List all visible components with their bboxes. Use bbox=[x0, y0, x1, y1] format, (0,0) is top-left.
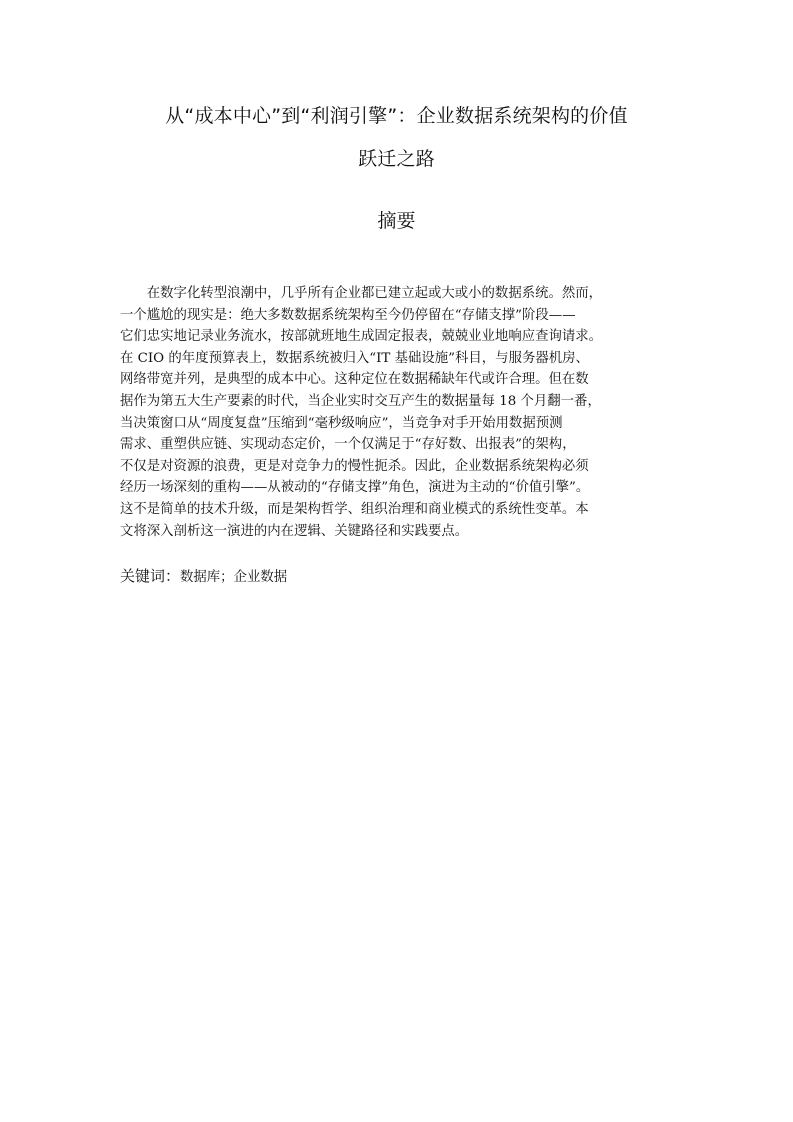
abstract-line: 不仅是对资源的浪费，更是对竞争力的慢性扼杀。因此，企业数据系统架构必须 bbox=[120, 458, 589, 474]
abstract-line: 当决策窗口从“周度复盘”压缩到“毫秒级响应”，当竞争对手开始用数据预测 bbox=[120, 415, 563, 431]
keywords-value: 数据库；企业数据 bbox=[180, 570, 288, 585]
keywords-label: 关键词： bbox=[120, 567, 181, 585]
abstract-line: 在数字化转型浪潮中，几乎所有企业都已建立起或大或小的数据系统。然而， bbox=[120, 286, 603, 301]
abstract-line: 经历一场深刻的重构——从被动的“存储支撑”角色，演进为主动的“价值引擎”。 bbox=[120, 480, 590, 496]
abstract-line: 文将深入剖析这一演进的内在逻辑、关键路径和实践要点。 bbox=[120, 523, 469, 539]
abstract-heading: 摘要 bbox=[377, 210, 416, 232]
abstract-line: 需求、重塑供应链、实现动态定价，一个仅满足于“存好数、出报表”的架构， bbox=[120, 437, 576, 453]
abstract-line: 这不是简单的技术升级，而是架构哲学、组织治理和商业模式的系统性变革。本 bbox=[120, 501, 589, 517]
paper-title-line-1: 从“成本中心”到“利润引擎”：企业数据系统架构的价值 bbox=[165, 105, 628, 127]
keywords-line bbox=[120, 566, 287, 588]
abstract-line: 一个尴尬的现实是：绝大多数数据系统架构至今仍停留在“存储支撑”阶段—— bbox=[120, 307, 576, 323]
abstract-line: 网络带宽并列，是典型的成本中心。这种定位在数据稀缺年代或许合理。但在数 bbox=[120, 372, 589, 388]
abstract-body bbox=[120, 283, 673, 542]
abstract-line: 据作为第五大生产要素的时代，当企业实时交互产生的数据量每 18 个月翻一番， bbox=[120, 393, 601, 409]
abstract-line: 它们忠实地记录业务流水，按部就班地生成固定报表，兢兢业业地响应查询请求。 bbox=[120, 329, 603, 345]
paper-title-line-2: 跃迁之路 bbox=[358, 148, 435, 170]
abstract-line: 在 CIO 的年度预算表上，数据系统被归入“IT 基础设施”科目，与服务器机房、 bbox=[120, 350, 589, 366]
